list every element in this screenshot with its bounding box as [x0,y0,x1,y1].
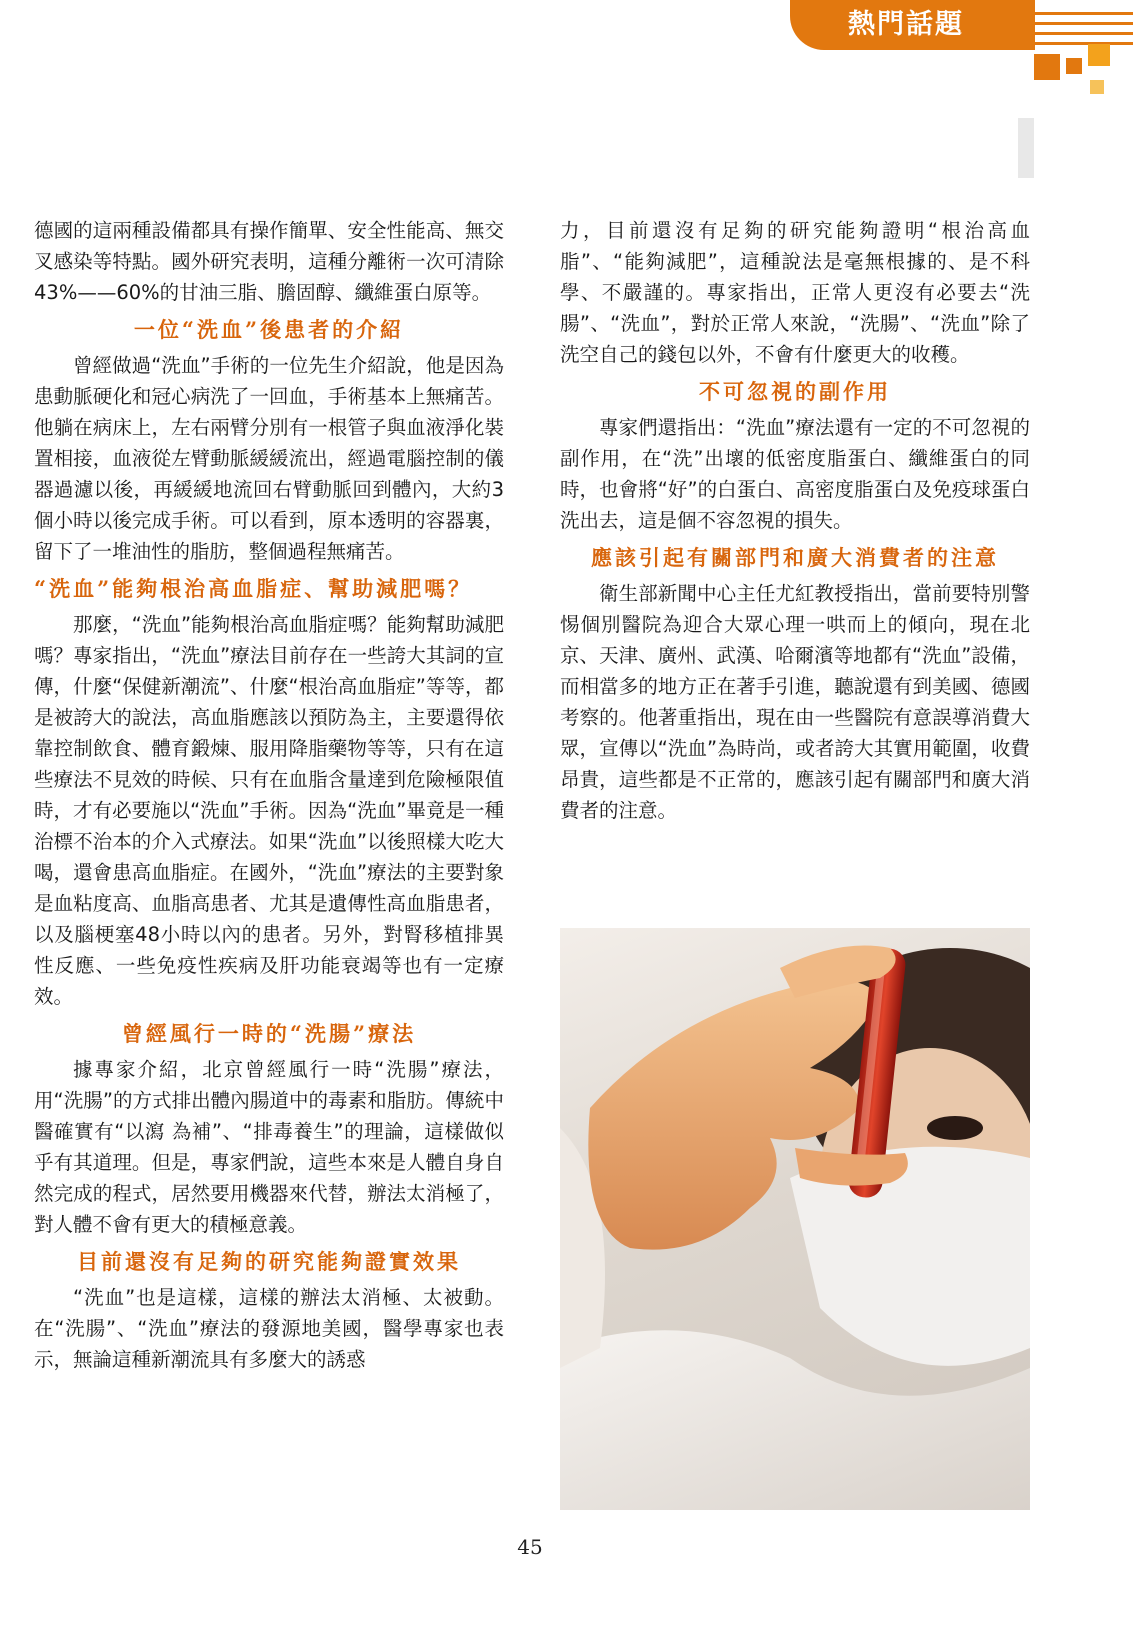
faint-background-mark [1018,118,1034,178]
subheading: 目前還沒有足夠的研究能夠證實效果 [77,1249,461,1274]
left-column [34,215,504,1375]
decor-square-4 [1090,80,1104,94]
paragraph: 德國的這兩種設備都具有操作簡單、安全性能高、無交叉感染等特點。國外研究表明，這種分離術一次可清除43%——60%的甘油三脂、膽固醇、纖維蛋白原等。 [34,219,504,304]
paragraph: 衛生部新聞中心主任尤紅教授指出，當前要特別警惕個別醫院為迎合大眾心理一哄而上的傾向，現在北京、天津、廣州、武漢、哈爾濱等地都有“洗血”設備，而相當多的地方正在著手引進，聽說還有到美國、德國考察的。他著重指出，現在由一些醫院有意誤導消費大眾，宣傳以“洗血”為時尚，或者誇大其實用範圍，收費昂貴，這些都是不正常的，應該引起有關部門和廣大消費者的注意。 [560,582,1030,822]
decor-square-1 [1034,54,1060,80]
header-rule-2 [1030,22,1133,25]
subheading: 曾經風行一時的“洗腸”療法 [121,1021,417,1046]
paragraph: “洗血”也是這樣，這樣的辦法太消極、太被動。在“洗腸”、“洗血”療法的發源地美國，醫學專家也表示，無論這種新潮流具有多麼大的誘惑 [34,1286,504,1371]
page-number: 45 [517,1535,543,1559]
decor-square-3 [1088,44,1110,66]
paragraph: 專家們還指出：“洗血”療法還有一定的不可忽視的副作用，在“洗”出壞的低密度脂蛋白、纖維蛋白的同時，也會將“好”的白蛋白、高密度脂蛋白及免疫球蛋白洗出去，這是個不容忽視的損失。 [560,416,1030,532]
section-title: 熱門話題 [848,9,964,40]
subheading: 應該引起有關部門和廣大消費者的注意 [591,545,999,570]
subheading: “洗血”能夠根治高血脂症、幫助減肥嗎？ [34,576,473,601]
header-rule-4 [1030,42,1133,45]
subheading: 不可忽視的副作用 [699,379,891,404]
photo-blood-test-tube [560,928,1030,1510]
right-column [560,215,1030,826]
decor-square-2 [1066,58,1082,74]
paragraph: 力，目前還沒有足夠的研究能夠證明“根治高血脂”、“能夠減肥”，這種說法是毫無根據的、是不科學、不嚴謹的。專家指出，正常人更沒有必要去“洗腸”、“洗血”，對於正常人來說，“洗腸”、“洗血”除了洗空自己的錢包以外，不會有什麼更大的收穫。 [560,219,1030,366]
paragraph: 曾經做過“洗血”手術的一位先生介紹說，他是因為患動脈硬化和冠心病洗了一回血，手術基本上無痛苦。他躺在病床上，左右兩臂分別有一根管子與血液淨化裝置相接，血液從左臂動脈緩緩流出，經過電腦控制的儀器過濾以後，再緩緩地流回右臂動脈回到體內，大約3個小時以後完成手術。可以看到，原本透明的容器裏，留下了一堆油性的脂肪，整個過程無痛苦。 [34,354,504,563]
header-rule-3 [1030,32,1133,35]
photo-illustration [560,928,1030,1510]
paragraph: 據專家介紹，北京曾經風行一時“洗腸”療法，用“洗腸”的方式排出體內腸道中的毒素和脂肪。傳統中醫確實有“以瀉 為補”、“排毒養生”的理論，這樣做似乎有其道理。但是，專家們說，這些本來是人體自身自然完成的程式，居然要用機器來代替，辦法太消極了，對人體不會有更大的積極意義。 [34,1058,504,1236]
subheading: 一位“洗血”後患者的介紹 [133,317,405,342]
eye [927,1116,983,1140]
paragraph: 那麼，“洗血”能夠根治高血脂症嗎？能夠幫助減肥嗎？專家指出，“洗血”療法目前存在一些誇大其詞的宣傳，什麼“保健新潮流”、什麼“根治高血脂症”等等，都是被誇大的說法，高血脂應該以預防為主，主要還得依靠控制飲食、體育鍛煉、服用降脂藥物等等，只有在這些療法不見效的時候、只有在血脂含量達到危險極限值時，才有必要施以“洗血”手術。因為“洗血”畢竟是一種治標不治本的介入式療法。如果“洗血”以後照樣大吃大喝，還會患高血脂症。在國外，“洗血”療法的主要對象是血粘度高、血脂高患者、尤其是遺傳性高血脂患者，以及腦梗塞48小時以內的患者。另外，對腎移植排異性反應、一些免疫性疾病及肝功能衰竭等也有一定療效。 [34,613,504,1008]
header-rule-1 [1030,12,1133,15]
